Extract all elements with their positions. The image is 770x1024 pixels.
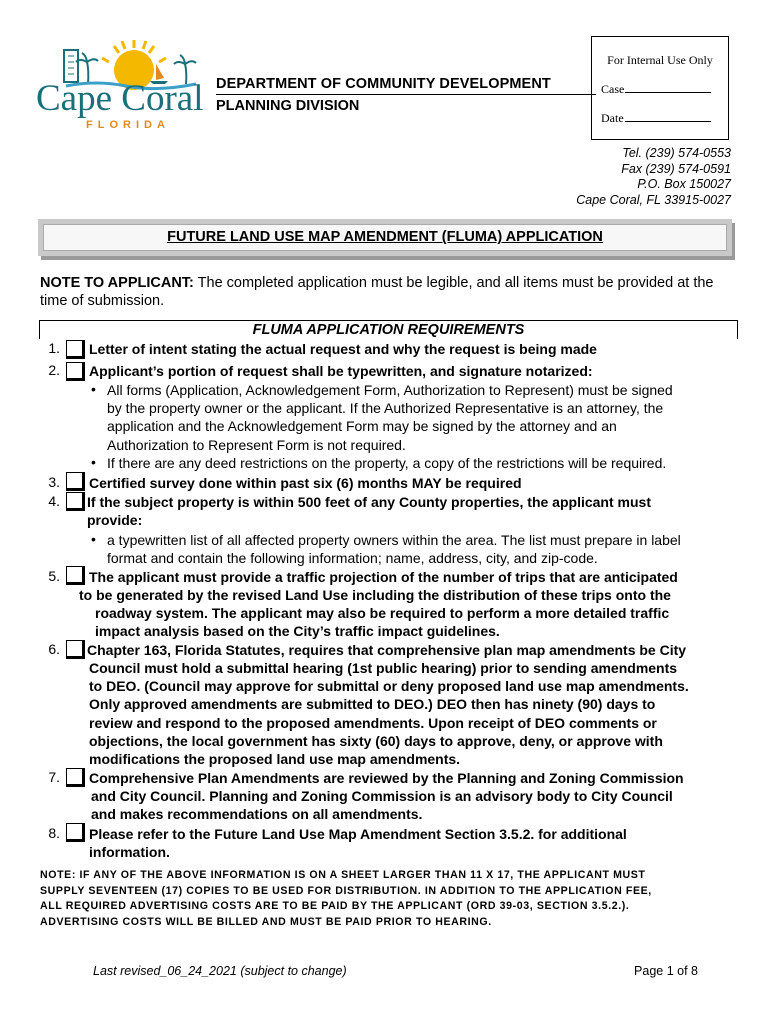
internal-use-title: For Internal Use Only (607, 53, 713, 67)
item-line: If the subject property is within 500 feet of any County properties, the applicant must (87, 494, 651, 510)
department-name: DEPARTMENT OF COMMUNITY DEVELOPMENT (216, 76, 596, 95)
item-2-bullet-2: If there are any deed restrictions on the property, a copy of the restrictions will be required. (107, 455, 667, 471)
item-6-text (89, 659, 689, 768)
advertising-note (40, 868, 730, 930)
date-field[interactable] (601, 111, 728, 126)
item-5-text (95, 604, 669, 640)
item-line: Please refer to the Future Land Use Map Amendment Section 3.5.2. for additional (89, 826, 627, 842)
item-5-checkbox[interactable] (66, 566, 85, 585)
bullet-icon: • (91, 454, 96, 470)
case-label: Case (601, 82, 625, 96)
item-2-checkbox[interactable] (66, 362, 85, 381)
po-box: P.O. Box 150027 (637, 177, 731, 191)
item-number: 8. (48, 825, 60, 841)
item-4-bullet-1 (107, 531, 732, 567)
item-3-checkbox[interactable] (66, 472, 85, 491)
bullet-icon: • (91, 531, 96, 547)
item-line: impact analysis based on the City’s traffic impact guidelines. (95, 623, 500, 640)
note-text: The completed application must be legible, and all items must be provided at the time of submission. (40, 275, 714, 309)
item-line: to DEO. (Council may approve for submittal or deny proposed land use map amendments. (89, 678, 689, 695)
item-number: 7. (48, 769, 60, 785)
cape-coral-logo (36, 36, 216, 132)
item-1-text: Letter of intent stating the actual request and why the request is being made (89, 341, 597, 357)
item-line: information. (89, 844, 170, 861)
item-line: and City Council. Planning and Zoning Commission is an advisory body to City Council (91, 788, 673, 804)
footnote-line: NOTE: IF ANY OF THE ABOVE INFORMATION IS ON A SHEET LARGER THAN 11 X 17, THE APPLICANT MUST (40, 869, 646, 881)
page-title: FUTURE LAND USE MAP AMENDMENT (FLUMA) APPLICATION (43, 224, 727, 251)
bullet-line: a typewritten list of all affected property owners within the area. The list must prepare in label (107, 532, 681, 548)
item-7-text: Comprehensive Plan Amendments are reviewed by the Planning and Zoning Commission (89, 770, 684, 786)
item-line: roadway system. The applicant may also be required to perform a more detailed traffic (95, 605, 670, 621)
item-line: to be generated by the revised Land Use including the distribution of these trips onto the (79, 587, 671, 603)
city: Cape Coral, FL 33915-0027 (576, 192, 731, 207)
item-8-text (89, 825, 627, 861)
tel: Tel. (239) 574-0553 (622, 146, 731, 160)
item-6-checkbox[interactable] (66, 640, 85, 659)
title-bar (38, 219, 732, 256)
case-field[interactable] (601, 82, 728, 97)
internal-use-box (591, 36, 729, 140)
item-2-bullet-1 (107, 381, 732, 454)
bullet-line: format and contain the following information; name, address, city, and zip-code. (107, 550, 598, 567)
item-5-text: The applicant must provide a traffic projection of the number of trips that are anticipated (89, 569, 678, 585)
item-number: 6. (48, 641, 60, 657)
item-number: 3. (48, 474, 60, 490)
date-line (625, 111, 711, 122)
item-3-text: Certified survey done within past six (6) months MAY be required (89, 475, 522, 491)
item-number: 2. (48, 362, 60, 378)
requirements-heading: FLUMA APPLICATION REQUIREMENTS (39, 320, 738, 339)
last-revised: Last revised_06_24_2021 (subject to change) (93, 964, 347, 978)
bullet-line: application and the Acknowledgement Form may be signed by the attorney and an (107, 418, 617, 435)
item-line: Only approved amendments are submitted to DEO.) DEO then has ninety (90) days to (89, 696, 656, 713)
bullet-line: All forms (Application, Acknowledgement Form, Authorization to Represent) must be signed (107, 382, 673, 398)
bullet-icon: • (91, 381, 96, 397)
item-4-checkbox[interactable] (66, 492, 85, 511)
footnote-line: ADVERTISING COSTS WILL BE BILLED AND MUST BE PAID PRIOR TO HEARING. (40, 915, 492, 928)
fax: Fax (239) 574-0591 (621, 161, 731, 176)
division-name: PLANNING DIVISION (216, 98, 360, 114)
item-line: modifications the proposed land use map amendments. (89, 751, 461, 768)
item-number: 1. (48, 340, 60, 356)
item-7-text (91, 787, 673, 823)
note-label: NOTE TO APPLICANT: (40, 275, 194, 291)
bullet-line: by the property owner or the applicant. If the Authorized Representative is an attorney, the (107, 400, 664, 417)
footnote-line: SUPPLY SEVENTEEN (17) COPIES TO BE USED FOR DISTRIBUTION. IN ADDITION TO THE APPLICATION FEE, (40, 884, 652, 897)
item-number: 4. (48, 493, 60, 509)
logo-state: FLORIDA (86, 119, 170, 131)
item-8-checkbox[interactable] (66, 823, 85, 842)
footnote-line: ALL REQUIRED ADVERTISING COSTS ARE TO BE PAID BY THE APPLICANT (ORD 39-03, SECTION 3.5.2.). (40, 900, 630, 912)
item-4-text (87, 493, 651, 529)
contact-info (576, 146, 731, 208)
department-header (216, 76, 596, 114)
item-7-checkbox[interactable] (66, 768, 85, 787)
item-number: 5. (48, 568, 60, 584)
item-line: review and respond to the proposed amendments. Upon receipt of DEO comments or (89, 714, 657, 731)
item-line: and makes recommendations on all amendments. (91, 806, 423, 823)
item-line: objections, the local government has sixty (60) days to approve, deny, or approve with (89, 732, 663, 749)
date-label: Date (601, 111, 624, 125)
item-line: Council must hold a submittal hearing (1st public hearing) prior to sending amendments (89, 660, 678, 676)
note-to-applicant (40, 274, 730, 310)
bullet-line: Authorization to Represent Form is not required. (107, 436, 406, 453)
page-number: Page 1 of 8 (634, 964, 698, 978)
logo-name: Cape Coral (36, 78, 204, 119)
case-line (625, 82, 711, 93)
item-6-text: Chapter 163, Florida Statutes, requires that comprehensive plan map amendments be City (87, 642, 687, 658)
item-2-text: Applicant’s portion of request shall be typewritten, and signature notarized: (89, 363, 593, 379)
item-line: provide: (87, 512, 143, 529)
item-1-checkbox[interactable] (66, 340, 85, 359)
item-5-text (79, 586, 671, 604)
